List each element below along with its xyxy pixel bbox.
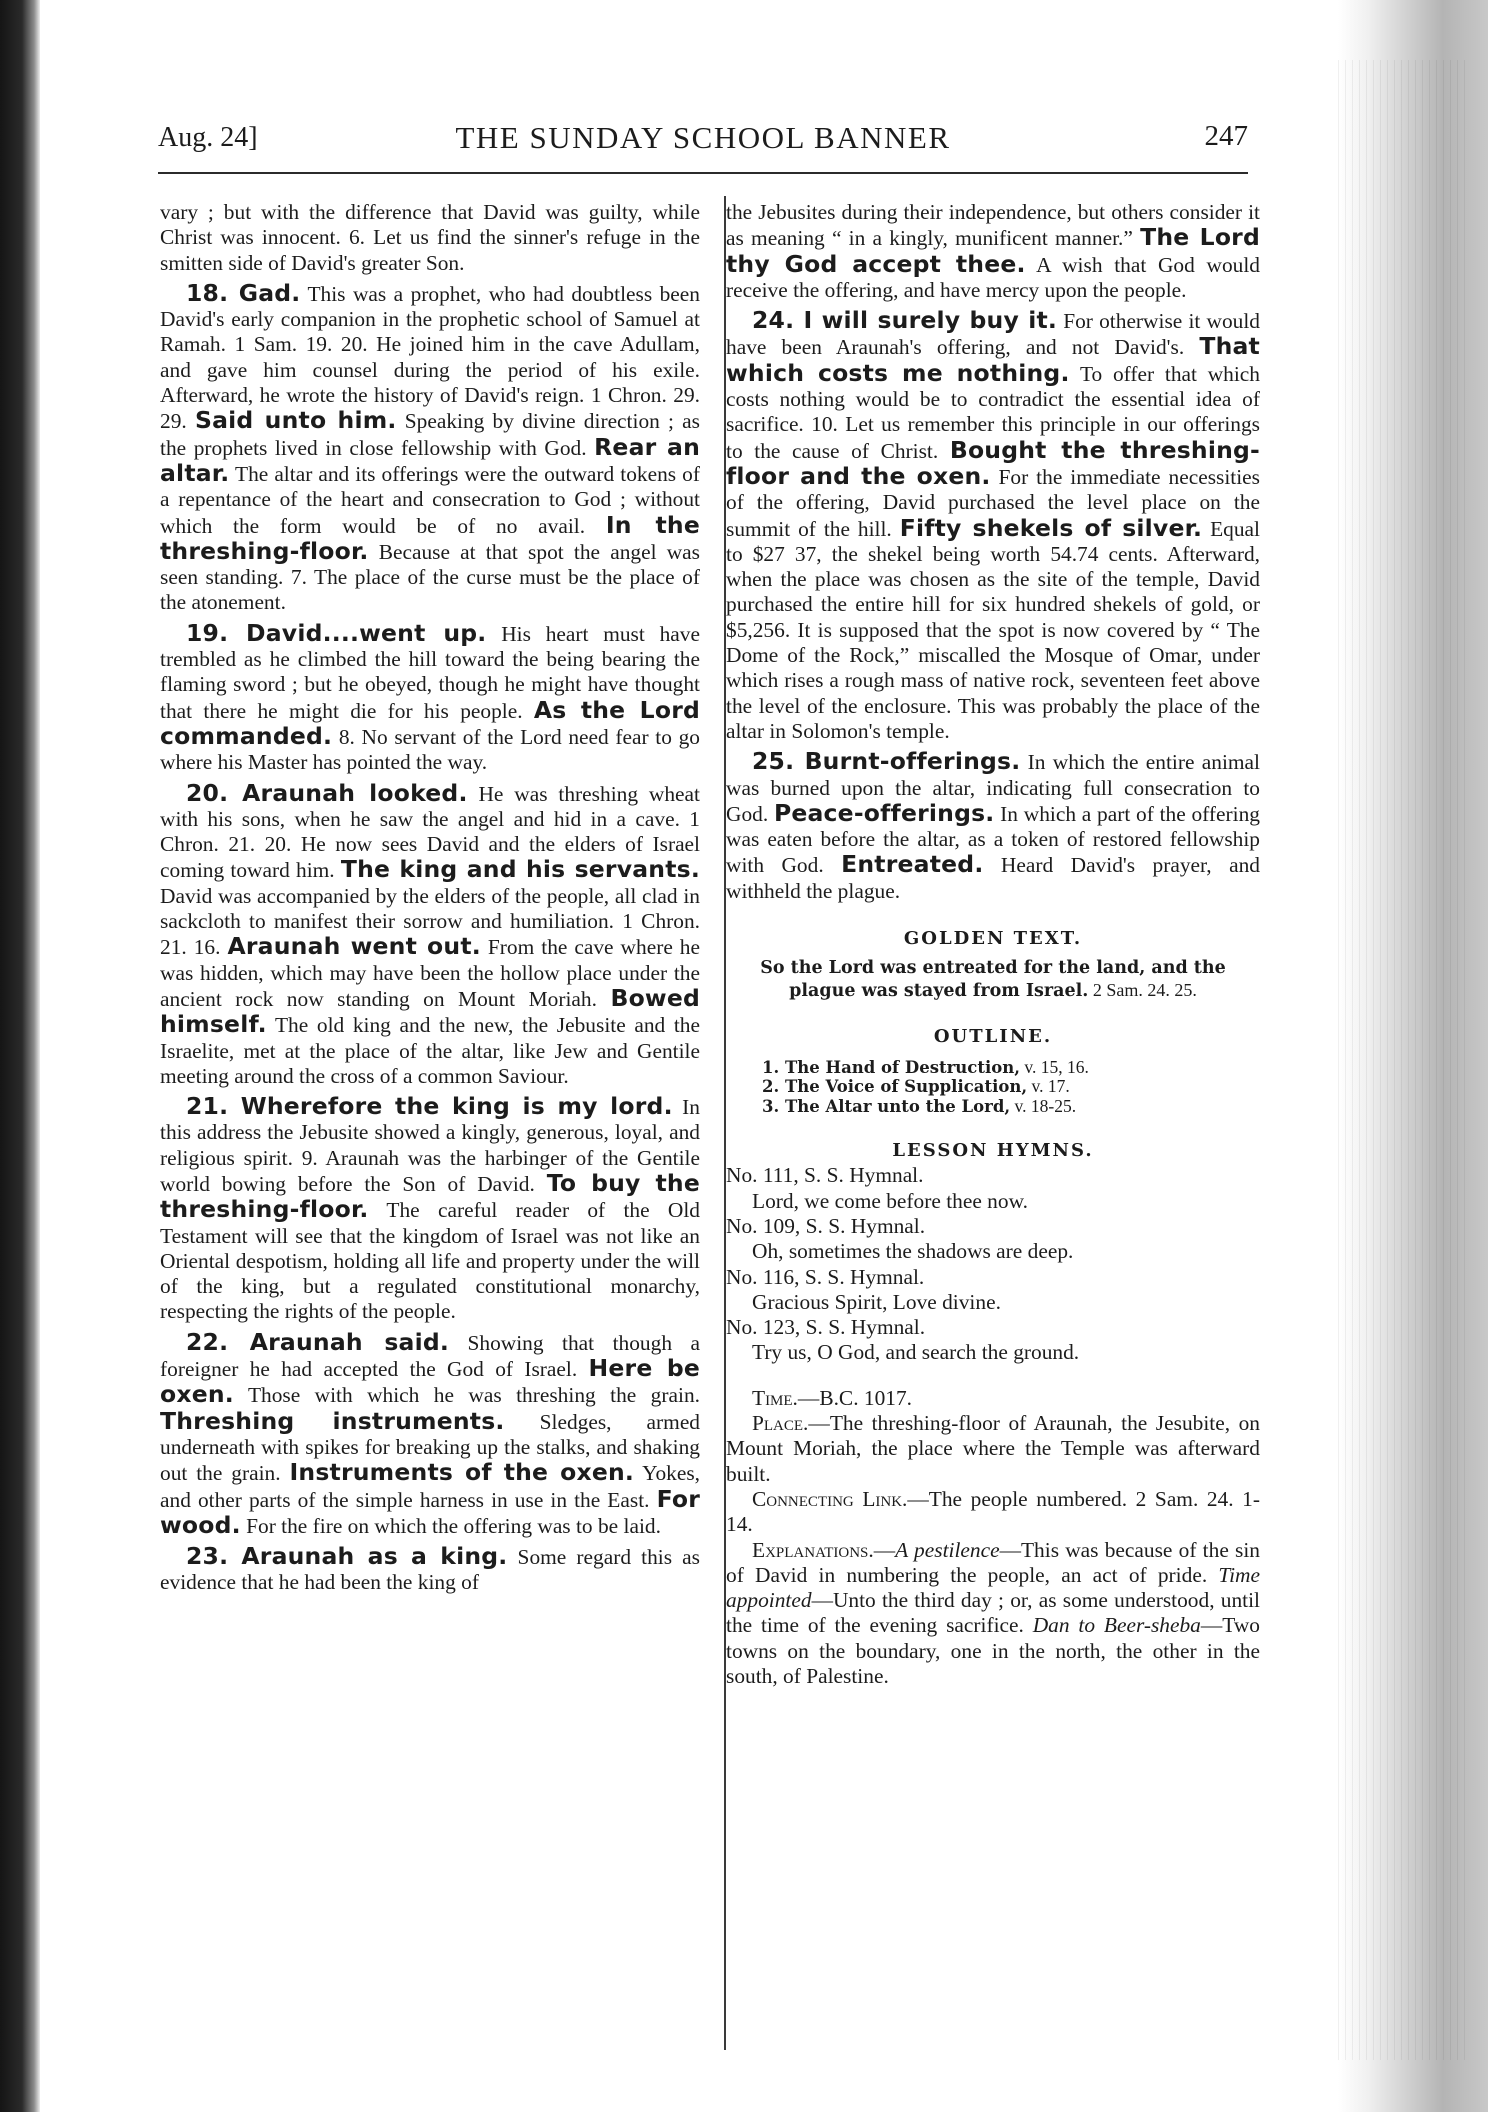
note-label: Place. <box>752 1411 809 1436</box>
phrase-heading: Here be oxen. <box>160 1354 701 1409</box>
phrase-heading: As the Lord commanded. <box>160 695 701 750</box>
note-text: In this address the Jebusite showed a kingly, generous, loyal, and religious spirit. 9. Araunah was the harbinger of the Gentile world bowing before the Son of David. <box>160 1095 700 1196</box>
explanations-note <box>726 1538 1260 1690</box>
note-text: —B.C. 1017. <box>797 1385 913 1410</box>
note-text: the Jebusites during their independence, but others consider it as meaning “ in a kingly, munificent manner.” <box>726 200 1260 251</box>
verse-note-19 <box>160 618 701 776</box>
phrase-heading: Entreated. <box>841 850 984 879</box>
verse-note-23-cont <box>726 200 1260 303</box>
note-text: —This was because of the sin of David in numbering the people, an act of pride. <box>726 1537 1260 1587</box>
outline-item-text: 1. The Hand of Destruction, <box>762 1057 1020 1077</box>
right-column <box>726 200 1260 1689</box>
phrase-heading: For wood. <box>160 1484 700 1539</box>
note-text: Speaking by divine direction ; as the prophets lived in close fellowship with God. <box>160 409 700 460</box>
hymn-title: Oh, sometimes the shadows are deep. <box>752 1239 1074 1264</box>
outline-item-text: 3. The Altar unto the Lord, <box>762 1096 1011 1116</box>
outline-item-text: 2. The Voice of Supplication, <box>762 1077 1028 1097</box>
lesson-hymns-heading: LESSON HYMNS. <box>892 1140 1094 1162</box>
hymn-number: No. 116, S. S. Hymnal. <box>726 1264 925 1289</box>
note-label: Connecting Link. <box>752 1486 908 1511</box>
phrase-heading: The Lord thy God accept thee. <box>726 223 1260 278</box>
verse-heading: 22. Araunah said. <box>186 1327 449 1356</box>
note-text: To offer that which costs nothing would be to contradict the essential idea of sacrifice. 10. Let us remember this principle in our offerings to the cause of Christ. <box>726 361 1260 463</box>
outline-item <box>762 1058 1260 1078</box>
verse-heading: 23. Araunah as a king. <box>186 1542 508 1571</box>
golden-text-reference: 2 Sam. 24. 25. <box>1088 980 1197 1001</box>
hymn-list <box>726 1163 1260 1365</box>
hymn-number: No. 109, S. S. Hymnal. <box>726 1214 926 1238</box>
verse-heading: 18. Gad. <box>186 278 301 307</box>
header-rule <box>158 172 1248 174</box>
verse-heading: 21. Wherefore the king is my lord. <box>186 1092 673 1121</box>
note-text: Showing that though a foreigner he had accepted the God of Israel. <box>160 1330 700 1382</box>
book-page-edges <box>1338 0 1488 2112</box>
verse-note-24 <box>726 308 1260 744</box>
note-text: Yokes, and other parts of the simple harness in use in the East. <box>160 1461 700 1512</box>
phrase-heading: The king and his servants. <box>340 855 700 884</box>
hymn-title: Gracious Spirit, Love divine. <box>752 1289 1001 1314</box>
note-text: Heard David's prayer, and withheld the plague. <box>726 853 1260 903</box>
verse-note-18 <box>160 278 700 616</box>
phrase-heading: To buy the threshing-floor. <box>160 1168 700 1224</box>
verse-note-23 <box>160 1544 700 1596</box>
note-text: His heart must have trembled as he climbed the hill toward the being bearing the flaming sword ; but he obeyed, though he might have thought that there he might die for his people. <box>160 621 700 723</box>
note-text: For otherwise it would have been Araunah's offering, and not David's. <box>726 309 1260 360</box>
note-text: 8. No servant of the Lord need fear to go where his Master has pointed the way. <box>160 724 700 775</box>
outline-item-ref: v. 17. <box>1027 1076 1070 1097</box>
hymn-number: No. 123, S. S. Hymnal. <box>726 1315 926 1340</box>
phrase-heading: Bowed himself. <box>160 983 700 1039</box>
phrase-heading: Araunah went out. <box>227 932 481 961</box>
term: Dan to Beer-sheba <box>1032 1613 1201 1638</box>
note-text: For the fire on which the offering was to be laid. <box>240 1513 661 1538</box>
phrase-heading: Bought the threshing-floor and the oxen. <box>726 435 1260 490</box>
verse-heading: 19. David....went up. <box>186 618 487 647</box>
left-column <box>160 200 700 1596</box>
note-label: Explanations. <box>752 1537 874 1562</box>
phrase-heading: In the threshing-floor. <box>160 510 700 565</box>
note-text: He was threshing wheat with his sons, when he saw the angel and hid in a cave. 1 Chron. 21. 20. He now sees David and the elders of Israel coming toward him. <box>160 781 700 883</box>
verse-note-25 <box>726 749 1260 904</box>
header-date: Aug. 24] <box>158 122 258 153</box>
note-text: A wish that God would receive the offering, and have mercy upon the people. <box>726 252 1260 302</box>
verse-heading: 25. Burnt-offerings. <box>752 747 1021 776</box>
place-note <box>726 1411 1260 1487</box>
outline-item-ref: v. 15, 16. <box>1019 1056 1089 1077</box>
phrase-heading: Rear an altar. <box>160 432 700 487</box>
phrase-heading: Said unto him. <box>194 406 397 435</box>
note-text: In which the entire animal was burned upon the altar, indicating full consecration to God. <box>726 750 1260 826</box>
outline-item-ref: v. 18-25. <box>1010 1095 1077 1116</box>
golden-text-body: So the Lord was entreated for the land, and the plague was stayed from Israel. <box>760 958 1226 1002</box>
book-spine-shadow <box>0 0 40 2112</box>
verse-heading: 20. Araunah looked. <box>186 778 468 807</box>
note-text: Some regard this as evidence that he had been the king of <box>160 1545 700 1595</box>
verse-note-22 <box>160 1327 701 1539</box>
connecting-link-note <box>726 1487 1260 1538</box>
note-text: —The people numbered. 2 Sam. 24. 1-14. <box>726 1486 1260 1537</box>
hymn-title: Lord, we come before thee now. <box>752 1188 1028 1213</box>
hymn-number: No. 111, S. S. Hymnal. <box>726 1163 924 1188</box>
phrase-heading: Fifty shekels of silver. <box>899 513 1203 542</box>
page-number: 247 <box>1204 120 1248 152</box>
note-text: David was accompanied by the elders of the people, all clad in sackcloth to manifest their sorrow and humiliation. 1 Chron. 21. 16. <box>160 883 700 960</box>
note-text: —Unto the third day ; or, as some understood, until the time of the evening sacrifice. <box>726 1588 1260 1638</box>
phrase-heading: Peace-offerings. <box>773 798 995 827</box>
phrase-heading: Instruments of the oxen. <box>289 1458 635 1487</box>
term: A pestilence <box>895 1537 1000 1562</box>
outline-item <box>762 1097 1260 1117</box>
outline-list <box>762 1058 1260 1117</box>
verse-note-21 <box>160 1094 700 1325</box>
note-text: From the cave where he was hidden, which may have been the hollow place under the ancient rock now standing on Mount Moriah. <box>160 935 701 1011</box>
note-text: This was a prophet, who had doubtless been David's early companion in the prophetic school of Samuel at Ramah. 1 Sam. 19. 20. He joined him in the cave Adullam, and gave him counsel during the period of his exile. Afterward, he wrote the history of David's reign. 1 Chron. 29. 29. <box>160 281 700 434</box>
note-text: Those with which he was threshing the grain. <box>233 1383 700 1408</box>
running-header <box>158 118 1248 162</box>
note-text: Because at that spot the angel was seen standing. 7. The place of the curse must be the place of the atonement. <box>160 539 700 615</box>
time-note <box>726 1386 1260 1411</box>
outline-heading: OUTLINE. <box>933 1026 1053 1048</box>
phrase-heading: That which costs me nothing. <box>726 332 1260 387</box>
note-text: Sledges, armed underneath with spikes for breaking up the stalks, and shaking out the grain. <box>160 1409 701 1486</box>
outline-item <box>762 1077 1260 1097</box>
golden-text-heading: GOLDEN TEXT. <box>903 928 1083 950</box>
golden-text <box>736 957 1250 1002</box>
phrase-heading: Threshing instruments. <box>160 1406 505 1435</box>
note-text: The careful reader of the Old Testament will see that the kingdom of Israel was not like an Oriental despotism, holding all life and property under the will of the king, but a regulated constitutional monarchy, respecting the rights of the people. <box>160 1198 700 1324</box>
note-text: —The threshing-floor of Araunah, the Jesubite, on Mount Moriah, the place where the Temple was afterward built. <box>726 1411 1260 1486</box>
note-text: — <box>873 1537 896 1562</box>
note-text: The altar and its offerings were the outward tokens of a repentance of the heart and consecration to God ; without which the form would be of no avail. <box>160 461 700 538</box>
paragraph-text: vary ; but with the difference that David was guilty, while Christ was innocent. 6. Let us find the sinner's refuge in the smitten side of David's greater Son. <box>160 200 700 275</box>
verse-heading: 24. I will surely buy it. <box>752 306 1058 335</box>
note-label: Time. <box>752 1385 798 1410</box>
note-text: For the immediate necessities of the offering, David purchased the level place on the summit of the hill. <box>726 464 1260 541</box>
term: Time appointed <box>726 1562 1260 1613</box>
header-title: THE SUNDAY SCHOOL BANNER <box>455 120 951 155</box>
paragraph <box>160 200 700 276</box>
note-text: —Two towns on the boundary, one in the north, the other in the south, of Palestine. <box>726 1613 1260 1689</box>
page-edge-lines <box>1338 60 1466 2060</box>
note-text: Equal to $27 37, the shekel being worth 54.74 cents. Afterward, when the place was chosen as the site of the temple, David purchased the entire hill for six hundred shekels of gold, or $5,256. It is supposed that the spot is now covered by “ The Dome of the Rock,” miscalled the Mosque of Omar, under which rises a rough mass of native rock, seventeen feet above the level of the enclosure. This was probably the place of the altar in Solomon's temple. <box>726 516 1260 743</box>
verse-note-20 <box>160 778 701 1090</box>
hymn-title: Try us, O God, and search the ground. <box>752 1340 1080 1365</box>
note-text: In which a part of the offering was eaten before the altar, as a token of restored fellowship with God. <box>726 801 1260 878</box>
note-text: The old king and the new, the Jebusite and the Israelite, met at the place of the altar, like Jew and Gentile meeting around the cross of a common Saviour. <box>160 1013 700 1088</box>
